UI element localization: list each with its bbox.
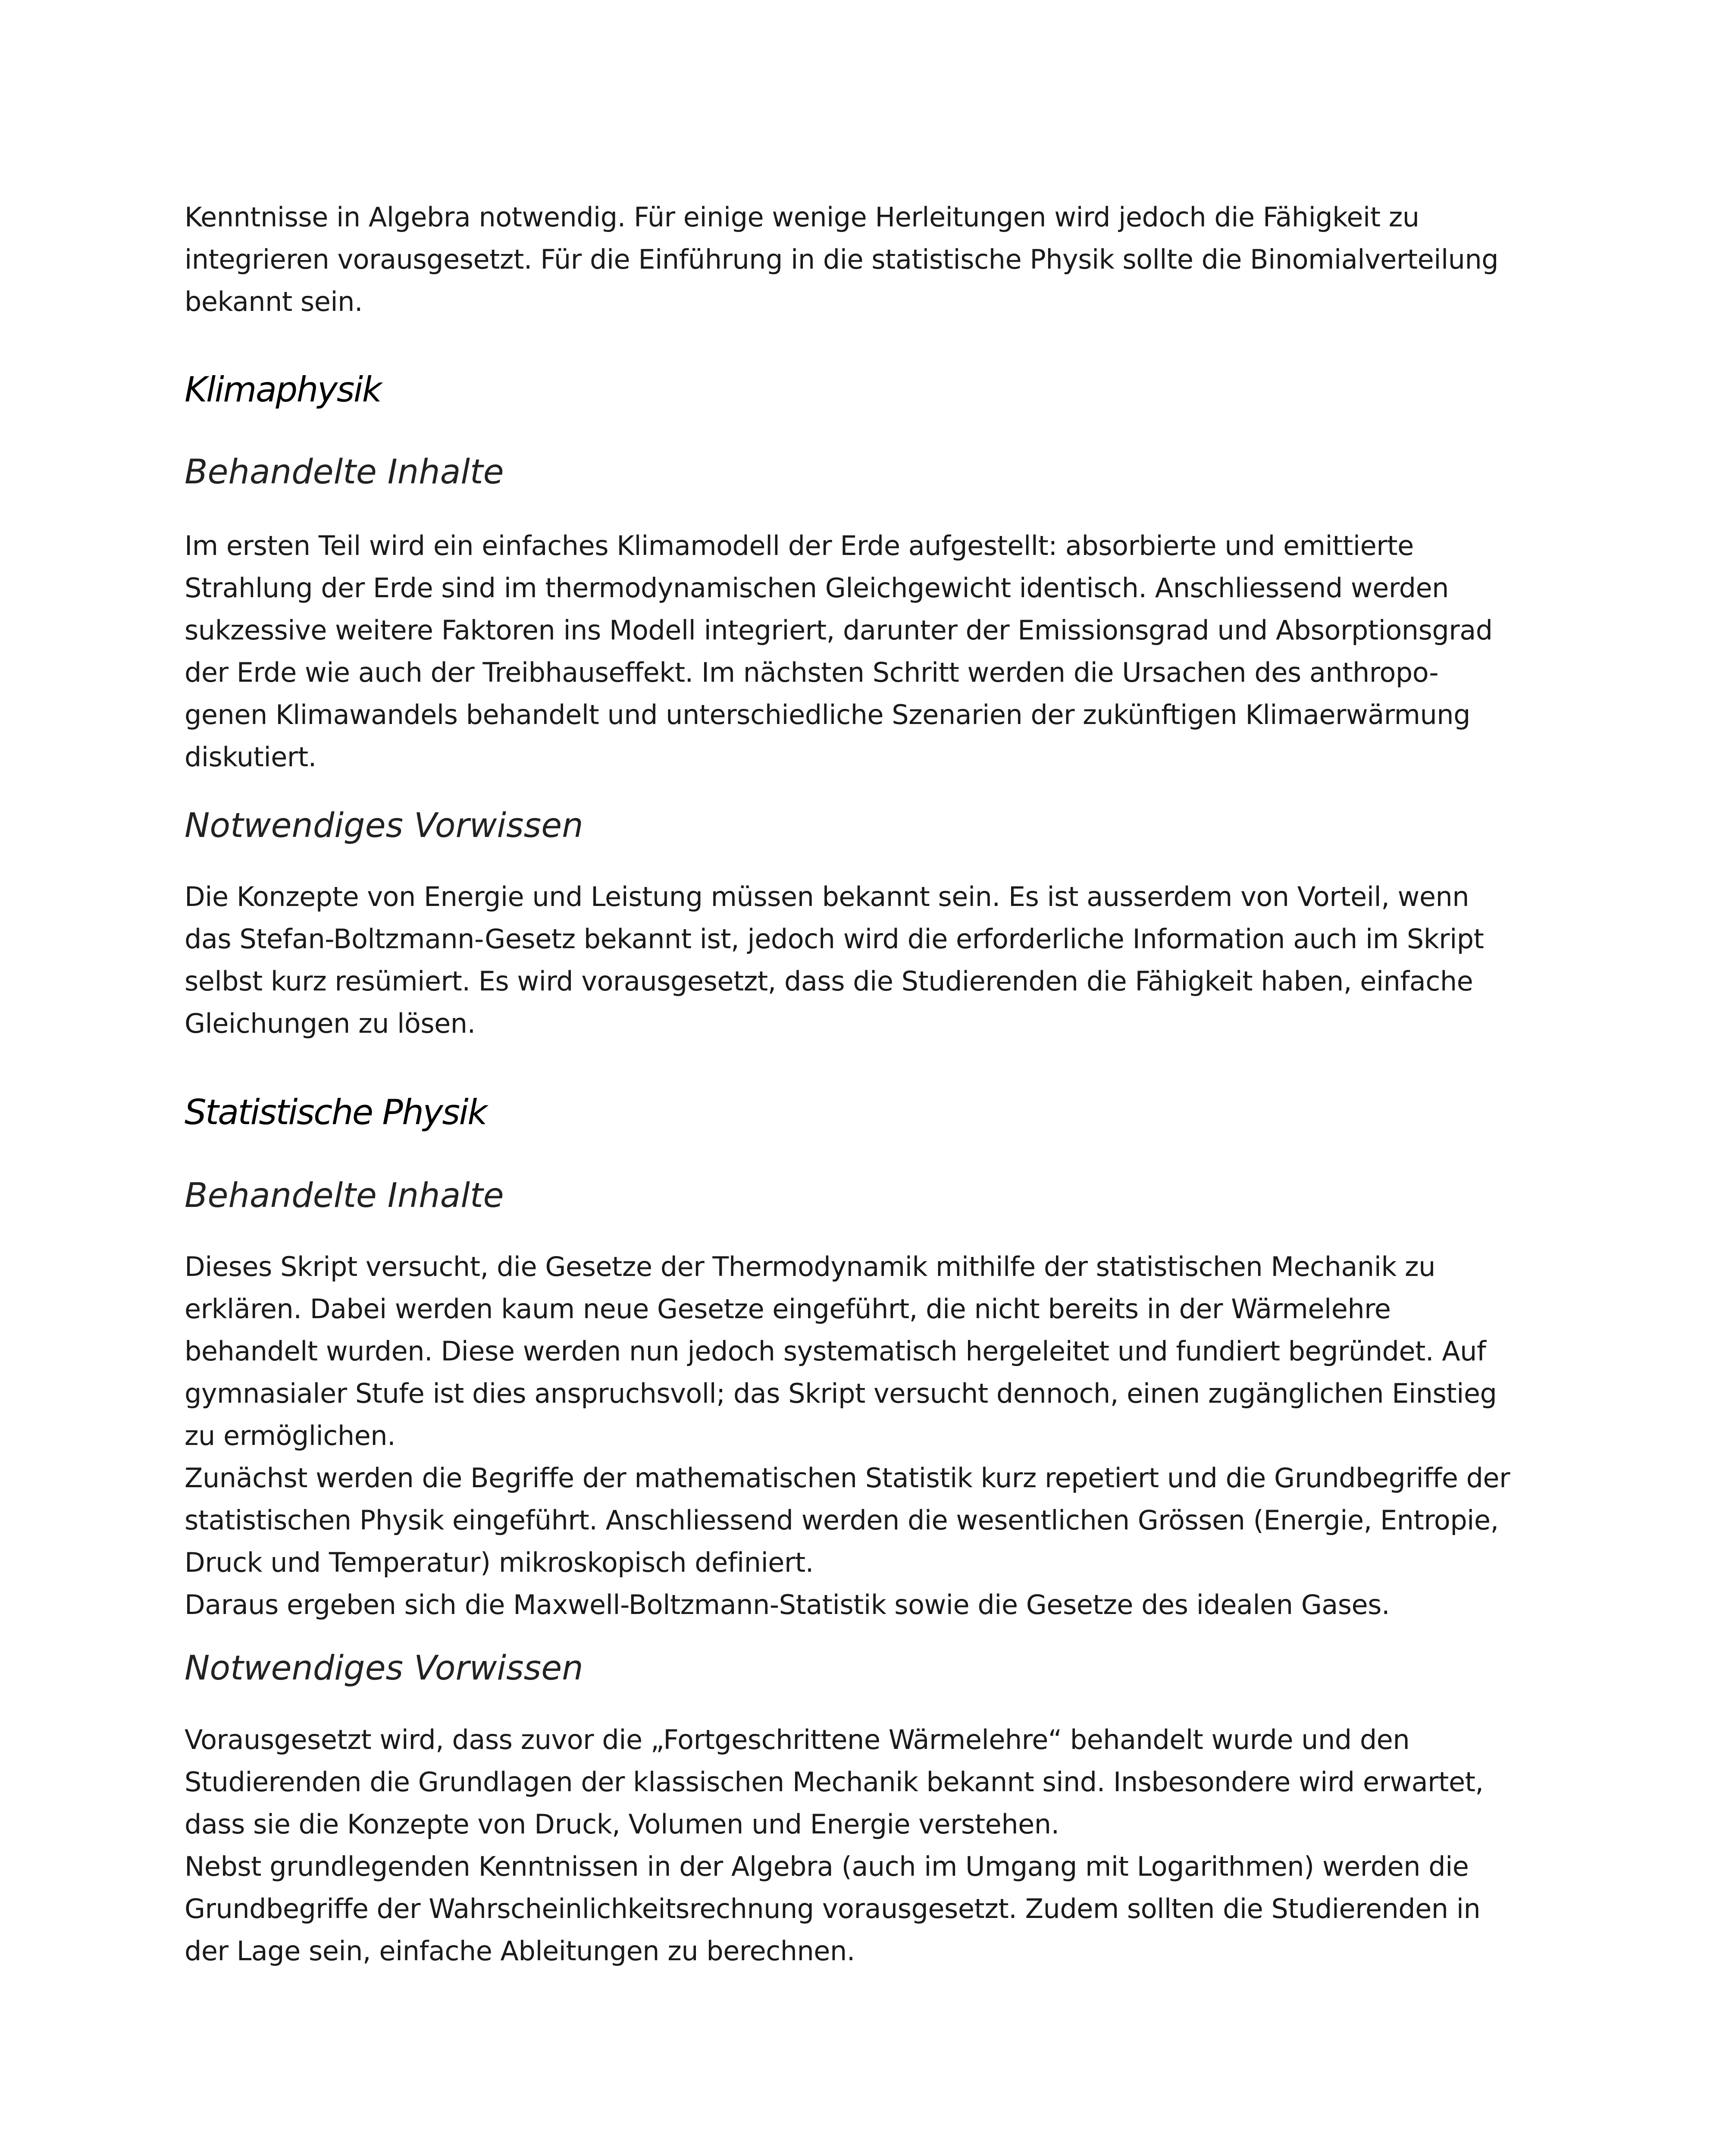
page-content — [185, 196, 1517, 1972]
text-line: der Lage sein, einfache Ableitungen zu berechnen. — [185, 1935, 855, 1967]
klimaphysik-vorwissen-paragraph — [185, 876, 1517, 1045]
text-line: Kenntnisse in Algebra notwendig. Für einige wenige Herleitungen wird jedoch die Fähigkeit zu — [185, 201, 1419, 233]
klimaphysik-inhalte-paragraph — [185, 525, 1517, 778]
subsection-title-statistische-physik-inhalte: Behandelte Inhalte — [185, 1176, 504, 1215]
text-line: Strahlung der Erde sind im thermodynamischen Gleichgewicht identisch. Anschliessend werden — [185, 572, 1449, 604]
subsection-title-klimaphysik-inhalte: Behandelte Inhalte — [185, 453, 504, 492]
text-line: Gleichungen zu lösen. — [185, 1008, 476, 1039]
text-line: dass sie die Konzepte von Druck, Volumen und Energie verstehen. — [185, 1808, 1059, 1840]
statistische-physik-inhalte-paragraph — [185, 1246, 1517, 1626]
text-line: Grundbegriffe der Wahrscheinlichkeitsrechnung vorausgesetzt. Zudem sollten die Studierenden in — [185, 1893, 1481, 1924]
text-line: genen Klimawandels behandelt und unterschiedliche Szenarien der zukünftigen Klimaerwärmung — [185, 699, 1470, 730]
text-line: sukzessive weitere Faktoren ins Modell integriert, darunter der Emissionsgrad und Absorptionsgrad — [185, 614, 1493, 646]
text-line: das Stefan-Boltzmann-Gesetz bekannt ist, jedoch wird die erforderliche Information auch im Skript — [185, 923, 1484, 955]
text-line: Nebst grundlegenden Kenntnissen in der Algebra (auch im Umgang mit Logarithmen) werden die — [185, 1851, 1469, 1882]
section-title-statistische-physik: Statistische Physik — [185, 1092, 487, 1132]
text-line: Im ersten Teil wird ein einfaches Klimamodell der Erde aufgestellt: absorbierte und emittierte — [185, 530, 1414, 561]
text-line: Vorausgesetzt wird, dass zuvor die „Fortgeschrittene Wärmelehre“ behandelt wurde und den — [185, 1724, 1410, 1755]
text-line: Dieses Skript versucht, die Gesetze der Thermodynamik mithilfe der statistischen Mechanik zu — [185, 1251, 1435, 1282]
text-line: Druck und Temperatur) mikroskopisch definiert. — [185, 1547, 814, 1578]
text-line: Zunächst werden die Begriffe der mathematischen Statistik kurz repetiert und die Grundbegriffe der — [185, 1462, 1510, 1494]
text-line: Studierenden die Grundlagen der klassischen Mechanik bekannt sind. Insbesondere wird erwartet, — [185, 1766, 1484, 1798]
text-line: Die Konzepte von Energie und Leistung müssen bekannt sein. Es ist ausserdem von Vorteil, wenn — [185, 881, 1469, 912]
statistische-physik-vorwissen-paragraph — [185, 1719, 1517, 1972]
text-line: integrieren vorausgesetzt. Für die Einführung in die statistische Physik sollte die Binomialverteilung — [185, 244, 1499, 275]
text-line: behandelt wurden. Diese werden nun jedoch systematisch hergeleitet und fundiert begründet. Auf — [185, 1335, 1486, 1367]
text-line: der Erde wie auch der Treibhauseffekt. Im nächsten Schritt werden die Ursachen des anthropo- — [185, 657, 1439, 688]
text-line: gymnasialer Stufe ist dies anspruchsvoll; das Skript versucht dennoch, einen zugänglichen Einstieg — [185, 1378, 1497, 1409]
text-line: Daraus ergeben sich die Maxwell-Boltzmann-Statistik sowie die Gesetze des idealen Gases. — [185, 1589, 1390, 1620]
intro-paragraph — [185, 196, 1517, 323]
text-line: statistischen Physik eingeführt. Anschliessend werden die wesentlichen Grössen (Energie, Entropie, — [185, 1504, 1499, 1536]
text-line: bekannt sein. — [185, 286, 363, 317]
text-line: selbst kurz resümiert. Es wird vorausgesetzt, dass die Studierenden die Fähigkeit haben, einfache — [185, 965, 1473, 997]
subsection-title-klimaphysik-vorwissen: Notwendiges Vorwissen — [185, 806, 583, 845]
subsection-title-statistische-physik-vorwissen: Notwendiges Vorwissen — [185, 1649, 583, 1688]
section-title-klimaphysik: Klimaphysik — [185, 370, 381, 410]
text-line: diskutiert. — [185, 741, 316, 773]
text-line: erklären. Dabei werden kaum neue Gesetze eingeführt, die nicht bereits in der Wärmelehre — [185, 1293, 1391, 1325]
text-line: zu ermöglichen. — [185, 1420, 396, 1451]
